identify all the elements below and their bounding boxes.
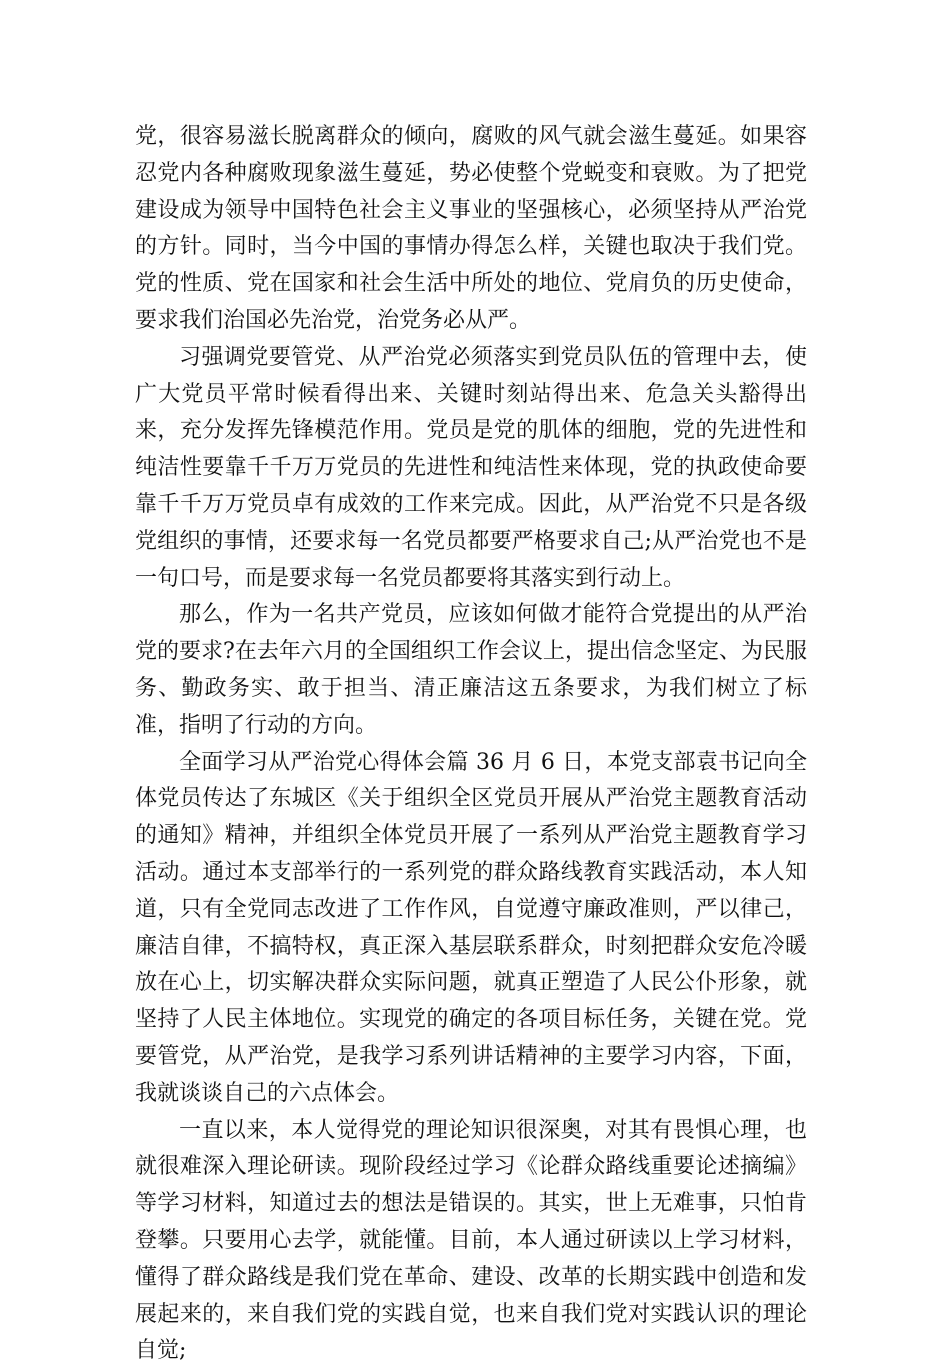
- paragraph-5: 一直以来，本人觉得党的理论知识很深奥，对其有畏惧心理，也就很难深入理论研读。现阶段经过学习《论群众路线重要论述摘编》等学习材料，知道过去的想法是错误的。其实，世上无难事，只怕肯登攀。只要用心去学，就能懂。目前，本人通过研读以上学习材料，懂得了群众路线是我们党在革命、建设、改革的长期实践中创造和发展起来的，来自我们党的实践自觉，也来自我们党对实践认识的理论自觉;: [135, 1117, 807, 1364]
- paragraph-1: 党，很容易滋长脱离群众的倾向，腐败的风气就会滋生蔓延。如果容忍党内各种腐败现象滋生蔓延，势必使整个党蜕变和衰败。为了把党建设成为领导中国特色社会主义事业的坚强核心，必须坚持从严治党的方针。同时，当今中国的事情办得怎么样，关键也取决于我们党。党的性质、党在国家和社会生活中所处的地位、党肩负的历史使命，要求我们治国必先治党，治党务必从严。: [135, 124, 807, 333]
- document-body: [135, 119, 807, 1370]
- paragraph-4: 全面学习从严治党心得体会篇 36 月 6 日，本党支部袁书记向全体党员传达了东城区《关于组织全区党员开展从严治党主题教育活动的通知》精神，并组织全体党员开展了一系列从严治党主题教育学习活动。通过本支部举行的一系列党的群众路线教育实践活动，本人知道，只有全党同志改进了工作作风，自觉遵守廉政准则，严以律己，廉洁自律，不搞特权，真正深入基层联系群众，时刻把群众安危冷暖放在心上，切实解决群众实际问题，就真正塑造了人民公仆形象，就坚持了人民主体地位。实现党的确定的各项目标任务，关键在党。党要管党，从严治党，是我学习系列讲话精神的主要学习内容，下面，我就谈谈自己的六点体会。: [135, 749, 807, 1106]
- paragraph-2: 习强调党要管党、从严治党必须落实到党员队伍的管理中去，使广大党员平常时候看得出来、关键时刻站得出来、危急关头豁得出来，充分发挥先锋模范作用。党员是党的肌体的细胞，党的先进性和纯洁性要靠千千万万党员的先进性和纯洁性来体现，党的执政使命要靠千千万万党员卓有成效的工作来完成。因此，从严治党不只是各级党组织的事情，还要求每一名党员都要严格要求自己;从严治党也不是一句口号，而是要求每一名党员都要将其落实到行动上。: [135, 344, 807, 591]
- paragraph-3: 那么，作为一名共产党员，应该如何做才能符合党提出的从严治党的要求?在去年六月的全国组织工作会议上，提出信念坚定、为民服务、勤政务实、敢于担当、清正廉洁这五条要求，为我们树立了标准，指明了行动的方向。: [135, 602, 807, 738]
